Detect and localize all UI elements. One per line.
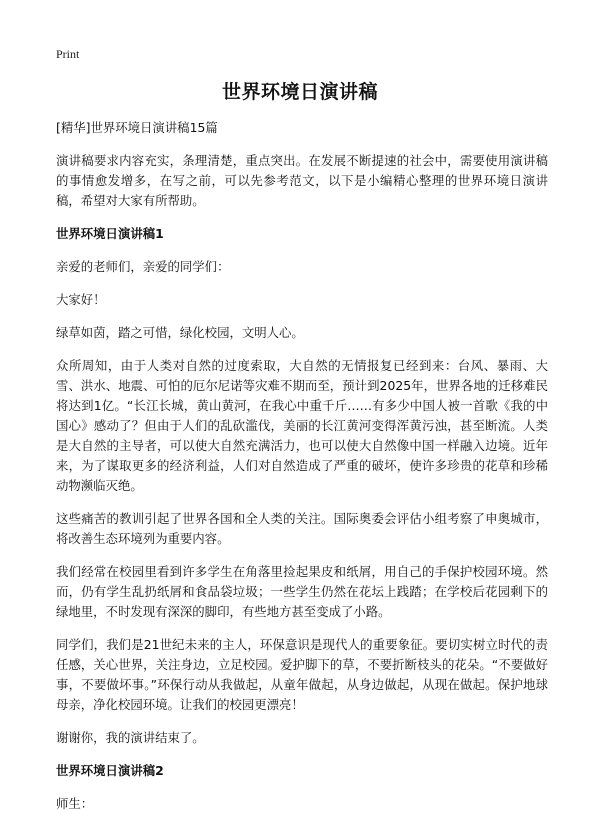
intro-paragraph: 演讲稿要求内容充实，条理清楚，重点突出。在发展不断提速的社会中，需要使用演讲稿的事情愈发增多，在写之前，可以先参考范文，以下是小编精心整理的世界环境日演讲稿，希望对大家有所帮助。 — [56, 153, 548, 208]
speech-1-greeting: 亲爱的老师们，亲爱的同学们： — [56, 259, 230, 274]
print-link[interactable]: Print — [56, 47, 80, 61]
document-subtitle: [精华]世界环境日演讲稿15篇 — [56, 120, 218, 135]
page-title: 世界环境日演讲稿 — [221, 81, 378, 103]
speech-1-heading: 世界环境日演讲稿1 — [56, 226, 164, 241]
speech-1-paragraph: 众所周知，由于人类对自然的过度索取，大自然的无情报复已经到来：台风、暴雨、大雪、洪水、地震、可怕的厄尔尼诺等灾难不期而至，预计到2025年，世界各地的迁移难民将达到1亿。“长江长城，黄山黄河，在我心中重千斤……有多少中国人被一首歌《我的中国心》感动了？但由于人们的乱砍滥伐，美丽的长江黄河变得浑黄污浊，甚至断流。人类是大自然的主导者，可以使大自然充满活力，也可以使大自然像中国一样融入边境。近年来，为了谋取更多的经济利益，人们对自然造成了严重的破坏，使许多珍贵的花草和珍稀动物濒临灭绝。 — [56, 358, 548, 493]
speech-1-paragraph: 同学们，我们是21世纪未来的主人，环保意识是现代人的重要象征。要切实树立时代的责任感，关心世界，关注身边，立足校园。爱护脚下的草，不要折断枝头的花朵。“不要做好事，不要做坏事。”环保行动从我做起，从童年做起，从身边做起，从现在做起。保护地球母亲，净化校园环境。让我们的校园更漂亮！ — [56, 637, 548, 712]
speech-1-closing: 谢谢你，我的演讲结束了。 — [56, 730, 205, 745]
speech-1-paragraph: 这些痛苦的教训引起了世界各国和全人类的关注。国际奥委会评估小组考察了申奥城市，将改善生态环境列为重要内容。 — [56, 511, 548, 546]
speech-2-heading: 世界环境日演讲稿2 — [56, 763, 164, 778]
speech-1-slogan: 绿草如茵，踏之可惜，绿化校园，文明人心。 — [56, 325, 304, 340]
article-body — [56, 118, 548, 827]
speech-2-greeting: 师生： — [56, 796, 94, 811]
speech-1-hello: 大家好！ — [56, 292, 106, 307]
speech-1-paragraph: 我们经常在校园里看到许多学生在角落里捡起果皮和纸屑，用自己的手保护校园环境。然而，仍有学生乱扔纸屑和食品袋垃圾；一些学生仍然在花坛上践踏；在学校后花园剩下的绿地里，不时发现有深深的脚印，有些地方甚至变成了小路。 — [56, 564, 548, 619]
